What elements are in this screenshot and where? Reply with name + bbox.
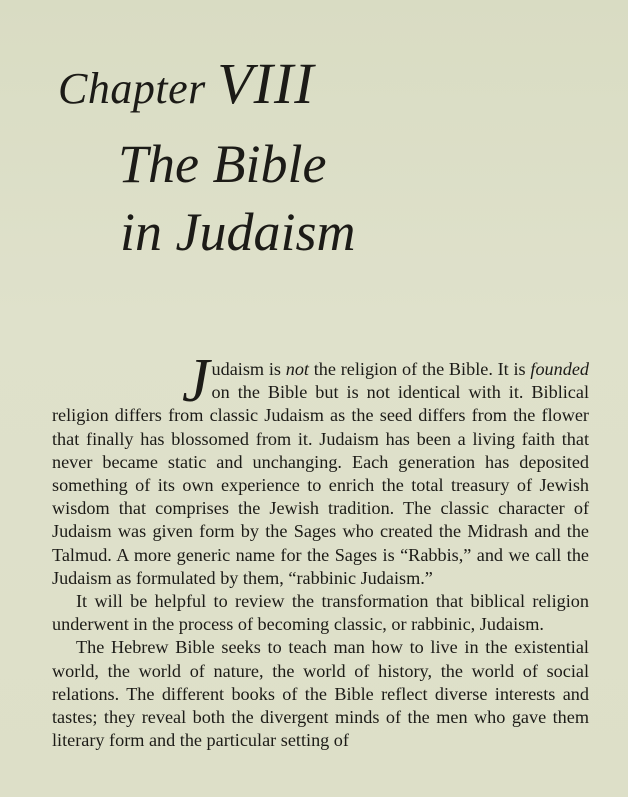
- paragraph-3: The Hebrew Bible seeks to teach man how to live in the existential world, the world of nature, the world of history, the world of social relations. The different books of the Bible reflect diverse interests and tastes; they reveal both the divergent minds of the men who gave them literary form and the particular setting of: [52, 637, 589, 751]
- chapter-title: [118, 130, 354, 266]
- chapter-number: VIII: [217, 51, 315, 116]
- paragraph-2: It will be helpful to review the transformation that biblical religion underwent in the process of becoming classic, or rabbinic, Judaism.: [52, 591, 589, 635]
- paragraph-1: [52, 347, 589, 590]
- chapter-heading: [58, 51, 315, 119]
- p1-text-2: the religion of the Bible. It is: [308, 359, 531, 379]
- p1-emphasis-not: not: [285, 359, 309, 379]
- p1-emphasis-founded: founded: [530, 359, 589, 379]
- drop-cap: J: [182, 347, 210, 415]
- chapter-title-line-2: in Judaism: [120, 202, 356, 262]
- chapter-title-line-1: The Bible: [118, 134, 327, 194]
- p1-text-1: udaism is: [211, 359, 286, 379]
- chapter-label: Chapter: [58, 64, 206, 113]
- p1-text-3: on the Bible but is not identical with it. Biblical religion differs from classic Judaism as the seed differs from the flower that finally has blossomed from it. Judaism has been a living faith that never became static and unchanging. Each generation has deposited something of its own experience to enrich the total treasury of Jewish wisdom that comprises the Jewish tradition. The classic character of Judaism was given form by the Sages who created the Midrash and the Talmud. A more generic name for the Sages is “Rabbis,” and we call the Judaism as formulated by them, “rabbinic Judaism.”: [52, 382, 589, 588]
- body-text: [52, 347, 589, 752]
